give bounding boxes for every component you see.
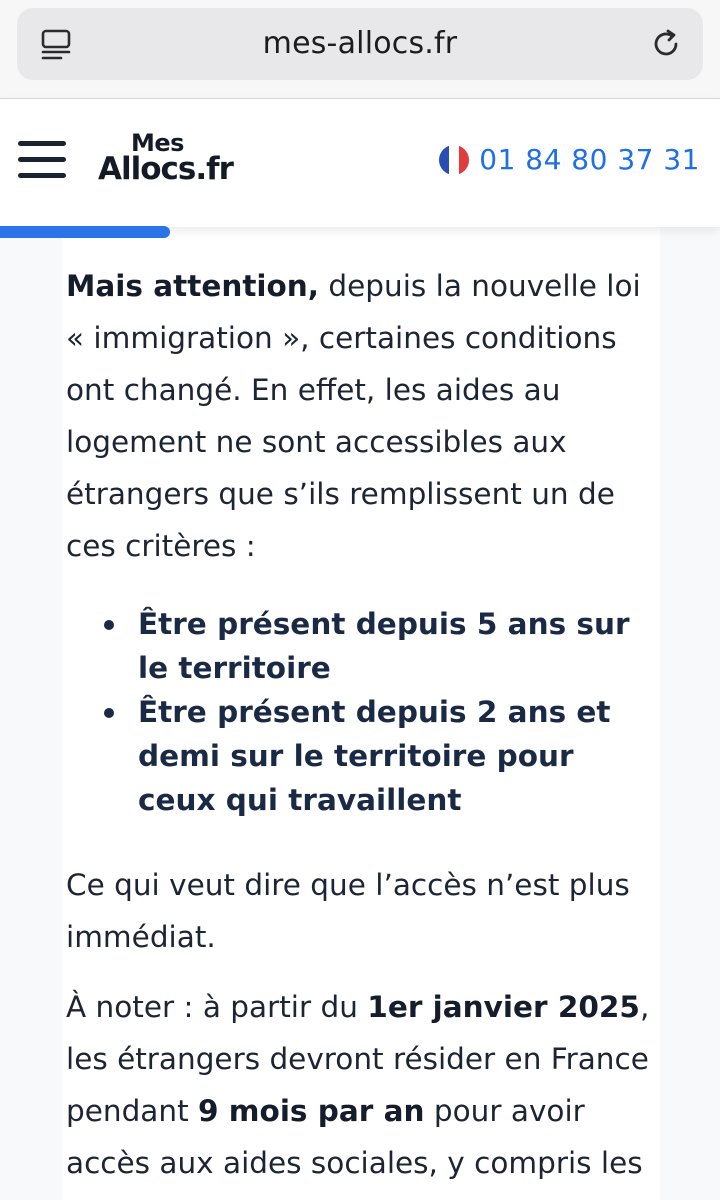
paragraph-text: À noter : à partir du [66, 990, 368, 1024]
hamburger-menu-icon[interactable] [18, 141, 66, 181]
criteria-list [62, 602, 652, 822]
paragraph-consequence: Ce qui veut dire que l’accès n’est plus immédiat. [66, 868, 630, 954]
list-item: Être présent depuis 5 ans sur le territoire [62, 602, 652, 690]
list-item: Être présent depuis 2 ans et demi sur le territoire pour ceux qui travaillent [62, 690, 652, 822]
paragraph-text: pour avoir accès aux aides sociales, y compris les [66, 1094, 643, 1180]
reading-progress-bar [0, 226, 170, 238]
paragraph-conditions [62, 260, 660, 572]
bold-lead: Mais attention, [66, 269, 320, 303]
article-body [62, 227, 660, 1200]
browser-toolbar [0, 0, 720, 99]
content-area [0, 227, 720, 1200]
address-bar[interactable] [17, 8, 703, 80]
site-header [0, 99, 720, 227]
url-text[interactable]: mes-allocs.fr [262, 26, 458, 61]
bold-duration: 9 mois par an [198, 1094, 425, 1128]
logo-allocs-text: Allocs.fr [98, 151, 233, 187]
paragraph-text: , les étrangers devront résider en France pendant [66, 990, 650, 1128]
france-flag-icon [439, 145, 469, 175]
paragraph-text: depuis la nouvelle loi « immigration », certaines conditions ont changé. En effet, les aides au logement ne sont accessibles aux étrangers que s’ils remplissent un de ces critères : [66, 269, 641, 563]
reload-icon[interactable] [649, 26, 685, 62]
paragraph-note [62, 981, 660, 1189]
phone-link[interactable] [439, 143, 700, 176]
bold-date: 1er janvier 2025 [367, 990, 640, 1024]
phone-number[interactable]: 01 84 80 37 31 [479, 143, 700, 176]
site-logo[interactable] [98, 129, 273, 193]
logo-mes-text: Mes [131, 129, 184, 157]
